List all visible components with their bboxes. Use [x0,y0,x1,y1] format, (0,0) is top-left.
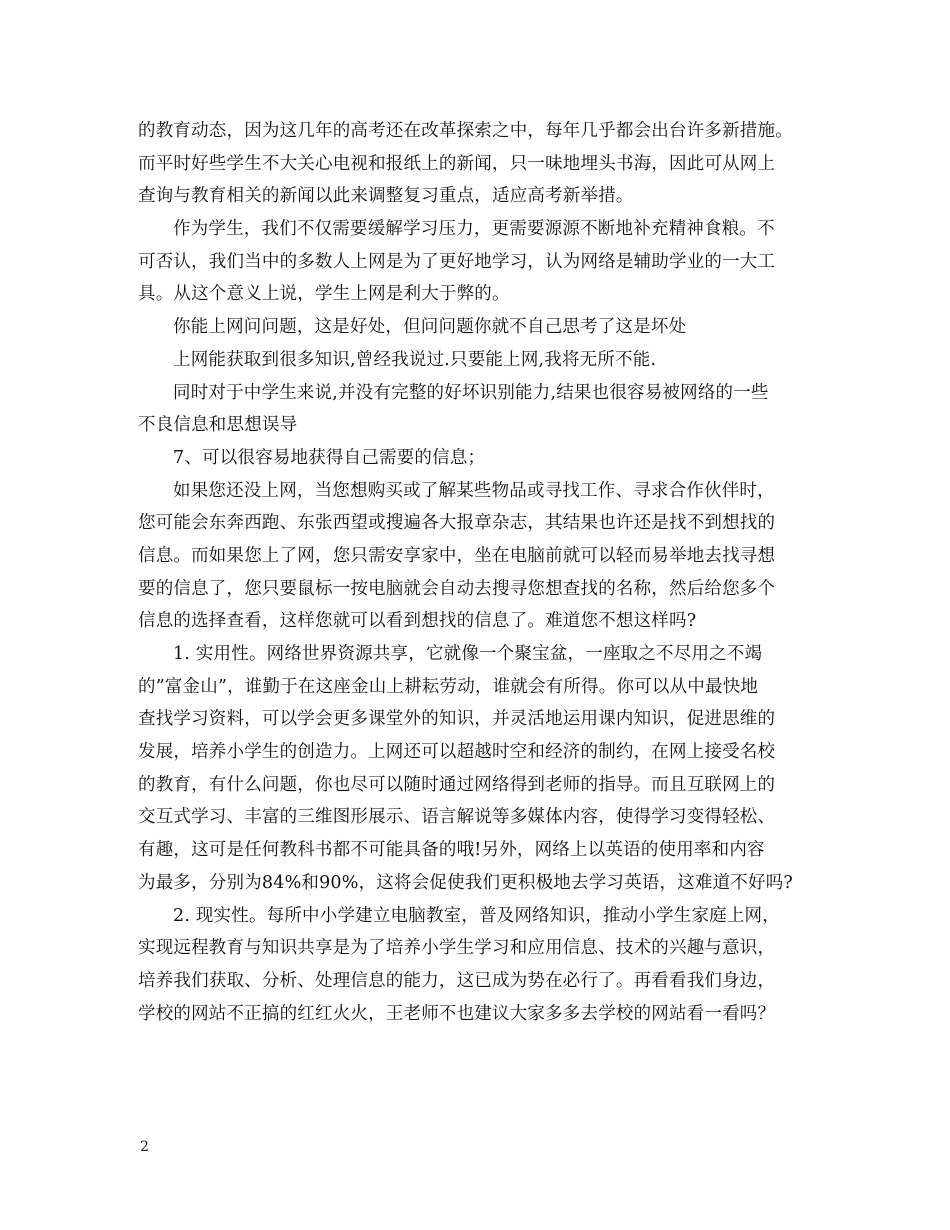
text-line: 不良信息和思想误导 [138,415,298,436]
text-line: 学校的网站不正搞的红红火火，王老师不也建议大家多多去学校的网站看一看吗？ [138,1003,776,1024]
text-line: 交互式学习、丰富的三维图形展示、语言解说等多媒体内容，使得学习变得轻松、 [138,807,776,828]
text-line: 培养我们获取、分析、处理信息的能力，这已成为势在必行了。再看看我们身边， [138,970,776,991]
paragraph-first-line: 你能上网问问题，这是好处，但问问题你就不自己思考了这是坏处 [173,317,687,338]
text-line: 要的信息了，您只要鼠标一按电脑就会自动去搜寻您想查找的名称，然后给您多个 [138,578,776,599]
paragraph-first-line: 1. 实用性。网络世界资源共享，它就像一个聚宝盆，一座取之不尽用之不竭 [173,644,763,664]
paragraph-first-line: 同时对于中学生来说,并没有完整的好坏识别能力,结果也很容易被网络的一些 [173,382,769,403]
text-line: 查找学习资料，可以学会更多课堂外的知识，并灵活地运用课内知识，促进思维的 [138,709,776,730]
text-line: 而平时好些学生不大关心电视和报纸上的新闻，只一味地埋头书海，因此可从网上 [138,153,776,174]
text-line: 具。从这个意义上说，学生上网是利大于弊的。 [138,284,510,305]
paragraph-first-line: 如果您还没上网，当您想购买或了解某些物品或寻找工作、寻求合作伙伴时， [173,480,775,501]
text-line: 信息。而如果您上了网，您只需安享家中，坐在电脑前就可以轻而易举地去找寻想 [138,545,776,566]
body-text [138,115,828,1030]
text-line: 的教育，有什么问题，你也尽可以随时通过网络得到老师的指导。而且互联网上的 [138,774,776,795]
text-line: 您可能会东奔西跑、东张西望或搜遍各大报章杂志，其结果也许还是找不到想找的 [138,513,776,534]
text-line: 有趣，这可是任何教科书都不可能具备的哦!另外，网络上以英语的使用率和内容 [138,840,765,861]
page-number: 2 [140,1139,149,1155]
paragraph-first-line: 作为学生，我们不仅需要缓解学习压力，更需要源源不断地补充精神食粮。不 [173,219,775,240]
paragraph-first-line: 2. 现实性。每所中小学建立电脑教室，普及网络知识，推动小学生家庭上网， [173,905,780,926]
text-line: 的”富金山”，谁勤于在这座金山上耕耘劳动，谁就会有所得。你可以从中最快地 [138,676,759,697]
text-line: 发展，培养小学生的创造力。上网还可以超越时空和经济的制约，在网上接受名校 [138,742,776,763]
text-line: 查询与教育相关的新闻以此来调整复习重点，适应高考新举措。 [138,186,634,207]
text-line: 信息的选择查看，这样您就可以看到想找的信息了。难道您不想这样吗? [138,611,697,632]
paragraph-first-line: 7、可以很容易地获得自己需要的信息； [173,447,486,468]
text-line: 可否认，我们当中的多数人上网是为了更好地学习，认为网络是辅助学业的一大工 [138,251,776,272]
text-line: 的教育动态，因为这几年的高考还在改革探索之中，每年几乎都会出台许多新措施。 [138,121,793,141]
text-line: 为最多，分别为84%和90%，这将会促使我们更积极地去学习英语，这难道不好吗? [138,872,793,893]
paragraph-first-line: 上网能获取到很多知识,曾经我说过.只要能上网,我将无所不能. [173,349,657,370]
text-line: 实现远程教育与知识共享是为了培养小学生学习和应用信息、技术的兴趣与意识， [138,938,776,959]
